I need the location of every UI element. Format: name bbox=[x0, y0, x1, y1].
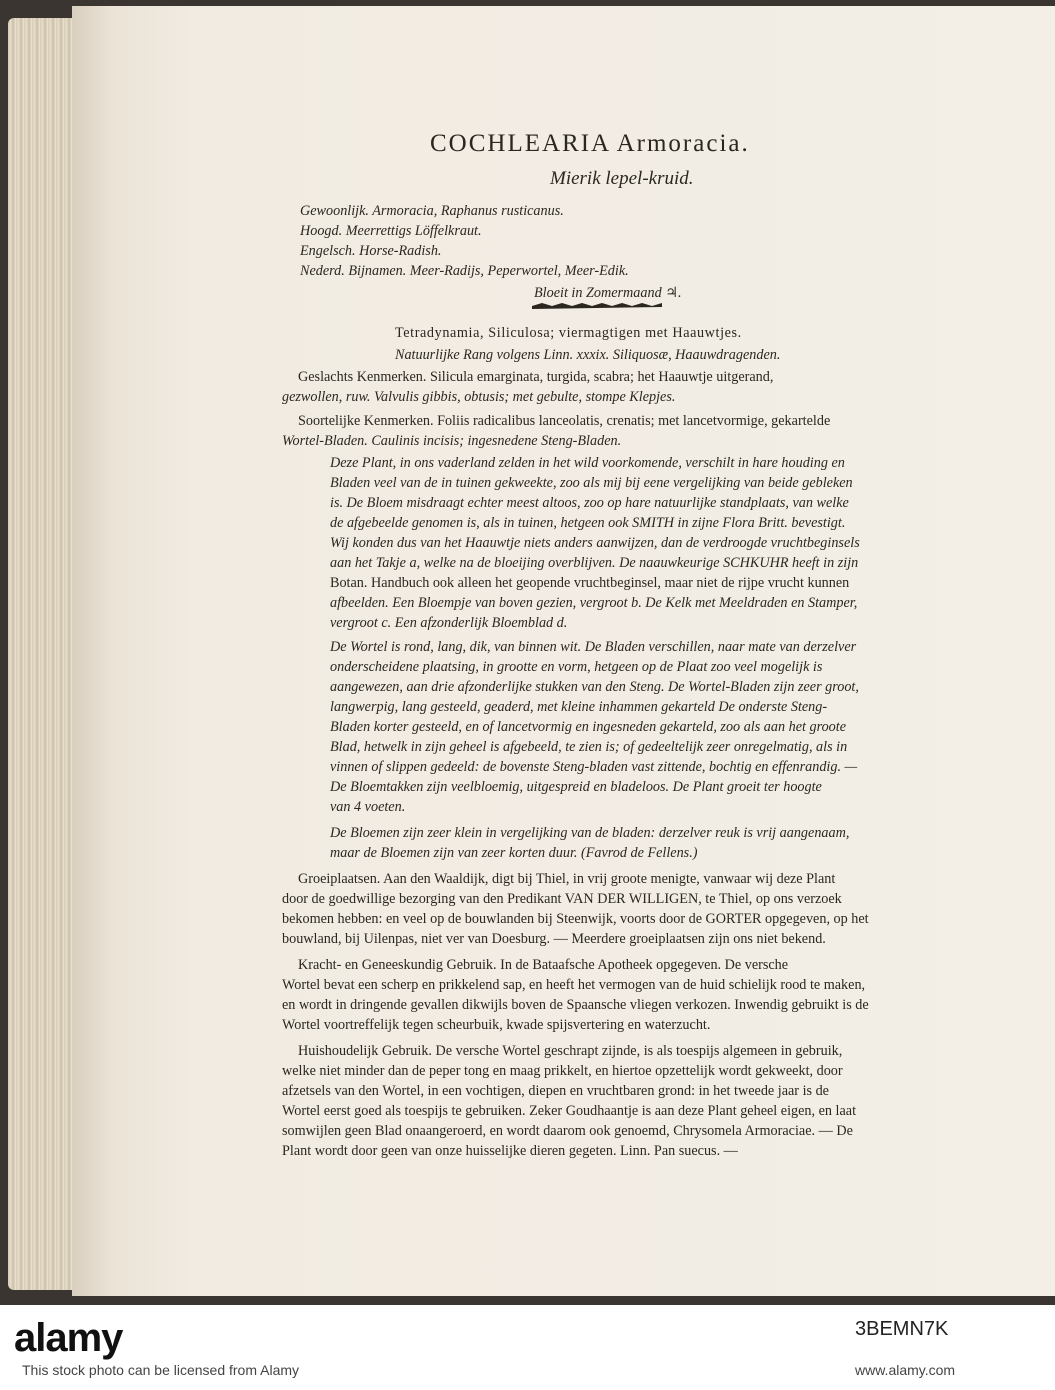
ornamental-rule bbox=[532, 303, 662, 309]
body-line: Wortel voortreffelijk tegen scheurbuik, kwade spijsvertering en waterzucht. bbox=[282, 1017, 711, 1033]
body-line: afbeelden. Een Bloempje van boven gezien, vergroot b. De Kelk met Meeldraden en Stamper, bbox=[330, 595, 858, 611]
body-line: somwijlen geen Blad onaangeroerd, en wordt daarom ook genoemd, Chrysomela Armoraciae. — De bbox=[282, 1123, 853, 1139]
body-line: bouwland, bij Uilenpas, niet ver van Doesburg. — Meerdere groeiplaatsen zijn ons niet bekend. bbox=[282, 931, 826, 947]
body-line: van 4 voeten. bbox=[330, 799, 406, 815]
classification-line: Tetradynamia, Siliculosa; viermagtigen met Haauwtjes. bbox=[395, 325, 742, 341]
body-line: welke niet minder dan de peper tong en maag prikkelt, en hiertoe opzettelijk wordt gekweekt, door bbox=[282, 1063, 843, 1079]
body-line: Geslachts Kenmerken. Silicula emarginata, turgida, scabra; het Haauwtje uitgerand, bbox=[298, 369, 774, 385]
page-content bbox=[72, 6, 1055, 1296]
body-line: Bladen veel van de in tuinen gekweekte, zoo als mij bij eene vergelijking van beide gebleken bbox=[330, 475, 853, 491]
dutch-names-line: Nederd. Bijnamen. Meer-Radijs, Peperwortel, Meer-Edik. bbox=[300, 263, 629, 279]
body-line: Wortel bevat een scherp en prikkelend sap, en heeft het vermogen van de huid schielijk rood te maken, bbox=[282, 977, 866, 993]
body-line: Plant wordt door geen van onze huisselijke dieren gegeten. Linn. Pan suecus. — bbox=[282, 1143, 738, 1159]
body-line: aangewezen, aan drie afzonderlijke stukken van den Steng. De Wortel-Bladen zijn zeer groot, bbox=[330, 679, 859, 695]
body-line: De Bloemen zijn zeer klein in vergelijking van de bladen: derzelver reuk is vrij aangenaam, bbox=[330, 825, 850, 841]
body-line: De Wortel is rond, lang, dik, van binnen wit. De Bladen verschillen, naar mate van derzelver bbox=[330, 639, 857, 655]
page-subtitle: Mierik lepel-kruid. bbox=[550, 168, 694, 189]
body-line: bekomen hebben: en veel op de bouwlanden bij Steenwijk, voorts door de GORTER opgegeven, op het bbox=[282, 911, 869, 927]
body-line: Huishoudelijk Gebruik. De versche Wortel geschrapt zijnde, is als toespijs algemeen in gebruik, bbox=[298, 1043, 843, 1059]
body-line: gezwollen, ruw. Valvulis gibbis, obtusis; met gebulte, stompe Klepjes. bbox=[282, 389, 676, 405]
body-line: vinnen of slippen gedeeld: de bovenste Steng-bladen vast zittende, bochtig en effenrandig. — bbox=[330, 759, 858, 775]
body-line: De Bloemtakken zijn veelbloemig, uitgespreid en bladeloos. De Plant groeit ter hoogte bbox=[330, 779, 822, 795]
watermark-caption: This stock photo can be licensed from Alamy bbox=[22, 1362, 300, 1378]
body-line: Wij konden dus van het Haauwtje niets anders aanwijzen, dan de verdroogde vruchtbeginsels bbox=[330, 535, 860, 551]
body-line: aan het Takje a, welke na de bloeijing overblijven. De naauwkeurige SCHKUHR heeft in zijn bbox=[330, 555, 859, 571]
body-line: langwerpig, lang gesteeld, geaderd, met kleine inhammen gekarteld De onderste Steng- bbox=[330, 699, 828, 715]
body-line: is. De Bloem misdraagt echter meest altoos, zoo op hare natuurlijke standplaats, van welke bbox=[330, 495, 849, 511]
body-line: vergroot c. Een afzonderlijk Bloemblad d. bbox=[330, 615, 568, 631]
body-line: de afgebeelde genomen is, als in tuinen, hetgeen ook SMITH in zijne Flora Britt. bevestigt. bbox=[330, 515, 846, 531]
watermark-image-id: 3BEMN7K bbox=[855, 1318, 949, 1340]
bloom-line: Bloeit in Zomermaand ♃. bbox=[534, 285, 682, 301]
body-line: Soortelijke Kenmerken. Foliis radicalibus lanceolatis, crenatis; met lancetvormige, gekartelde bbox=[298, 413, 831, 429]
body-line: Wortel-Bladen. Caulinis incisis; ingesnedene Steng-Bladen. bbox=[282, 433, 622, 449]
natural-rank-line: Natuurlijke Rang volgens Linn. xxxix. Siliquosæ, Haauwdragenden. bbox=[395, 347, 781, 363]
book-page bbox=[72, 6, 1055, 1296]
body-line: door de goedwillige bezorging van den Predikant VAN DER WILLIGEN, te Thiel, op ons verzoek bbox=[282, 891, 842, 907]
body-line: afzetsels van den Wortel, in een vochtigen, diepen en vruchtbaren grond: in het tweede jaar is de bbox=[282, 1083, 829, 1099]
common-names-line: Gewoonlijk. Armoracia, Raphanus rusticanus. bbox=[300, 203, 564, 219]
german-name-line: Hoogd. Meerrettigs Löffelkraut. bbox=[300, 223, 482, 239]
body-line: Bladen korter gesteeld, en of lancetvormig en ingesneden gekarteld, zoo als aan het groote bbox=[330, 719, 847, 735]
body-line: Wortel eerst goed als toespijs te gebruiken. Zeker Goudhaantje is aan deze Plant geheel eigen, en laat bbox=[282, 1103, 857, 1119]
page-title: COCHLEARIA Armoracia. bbox=[430, 130, 750, 157]
body-line: Kracht- en Geneeskundig Gebruik. In de Bataafsche Apotheek opgegeven. De versche bbox=[298, 957, 789, 973]
body-line: Deze Plant, in ons vaderland zelden in het wild voorkomende, verschilt in hare houding en bbox=[330, 455, 845, 471]
body-line: Botan. Handbuch ook alleen het geopende vruchtbeginsel, maar niet de rijpe vrucht kunnen bbox=[330, 575, 850, 591]
watermark-logo: alamy bbox=[14, 1316, 123, 1360]
body-line: onderscheidene plaatsing, in grootte en vorm, hetgeen op de Plaat zoo veel mogelijk is bbox=[330, 659, 823, 675]
body-line: en wordt in dringende gevallen dikwijls boven de Spaansche vliegen verkozen. Inwendig gebruikt is de bbox=[282, 997, 869, 1013]
body-line: Groeiplaatsen. Aan den Waaldijk, digt bij Thiel, in vrij groote menigte, vanwaar wij deze Plant bbox=[298, 871, 836, 887]
body-line: Blad, hetwelk in zijn geheel is afgebeeld, te zien is; of gedeeltelijk zeer onregelmatig, als in bbox=[330, 739, 848, 755]
body-line: maar de Bloemen zijn van zeer korten duur. (Favrod de Fellens.) bbox=[330, 845, 698, 861]
english-name-line: Engelsch. Horse-Radish. bbox=[300, 243, 442, 259]
watermark-url: www.alamy.com bbox=[855, 1362, 956, 1378]
